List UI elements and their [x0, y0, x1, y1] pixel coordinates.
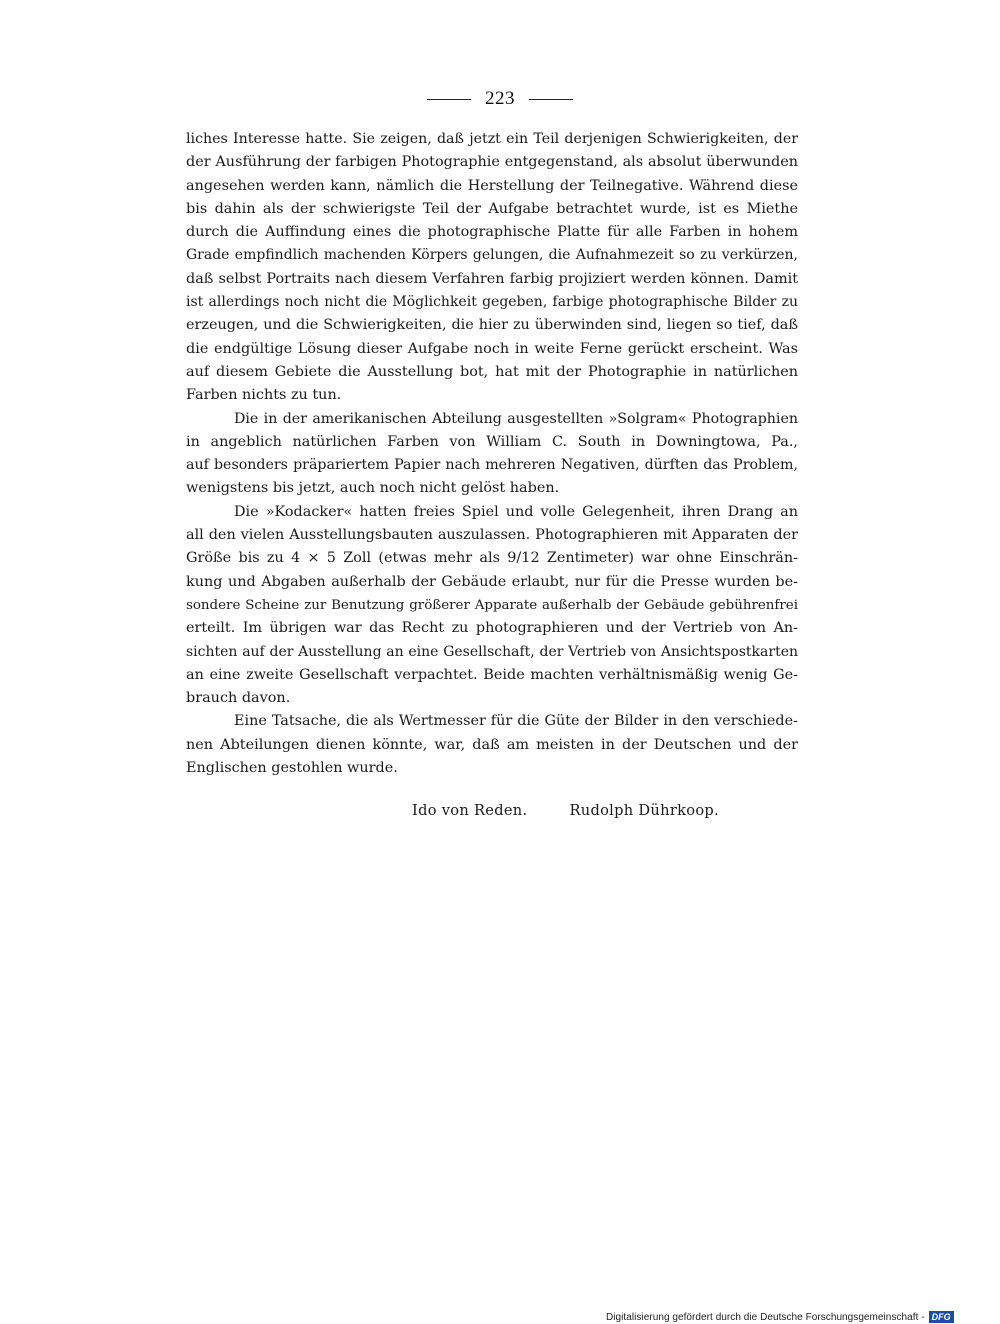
- signature-author-2: Rudolph Dührkoop.: [569, 802, 719, 819]
- text-line: durch die Auffindung eines die photographische Platte für alle Farben in hohem: [186, 224, 798, 241]
- paragraph-3: [186, 501, 798, 711]
- text-line: Die »Kodacker« hatten freies Spiel und volle Gelegenheit, ihren Drang an: [234, 503, 798, 520]
- text-line: liches Interesse hatte. Sie zeigen, daß jetzt ein Teil derjenigen Schwierigkeiten, der: [186, 131, 798, 147]
- text-line: Die in der amerikanischen Abteilung ausgestellten »Solgram« Photographien: [234, 410, 798, 427]
- text-line: an eine zweite Gesellschaft verpachtet. Beide machten verhältnismäßig wenig Ge-: [186, 666, 798, 683]
- signatures: [412, 802, 772, 819]
- signature-author-1: Ido von Reden.: [412, 802, 528, 819]
- text-line: in angeblich natürlichen Farben von William C. South in Downingtowa, Pa.,: [186, 433, 798, 450]
- text-line: angesehen werden kann, nämlich die Herstellung der Teilnegative. Während diese: [186, 177, 798, 194]
- text-line: der Ausführung der farbigen Photographie entgegenstand, als absolut überwunden: [186, 154, 798, 171]
- text-line: Eine Tatsache, die als Wertmesser für die Güte der Bilder in den verschiede-: [234, 713, 798, 730]
- text-line: ist allerdings noch nicht die Möglichkeit gegeben, farbige photographische Bilder zu: [186, 294, 798, 311]
- text-line: erzeugen, und die Schwierigkeiten, die hier zu überwinden sind, liegen so tief, daß: [186, 317, 798, 334]
- paragraph-1: [186, 128, 798, 408]
- text-line: daß selbst Portraits nach diesem Verfahren farbig projiziert werden können. Damit: [186, 270, 798, 287]
- text-line: sichten auf der Ausstellung an eine Gesellschaft, der Vertrieb von Ansichtspostkarten: [186, 643, 798, 660]
- text-line: kung und Abgaben außerhalb der Gebäude erlaubt, nur für die Presse wurden be-: [186, 573, 798, 590]
- paragraph-2: [186, 408, 798, 501]
- footer-credit: Digitalisierung gefördert durch die Deutsche Forschungsgemeinschaft -: [606, 1311, 925, 1323]
- text-line: Englischen gestohlen wurde.: [186, 760, 398, 777]
- text-line: Grade empfindlich machenden Körpers gelungen, die Aufnahmezeit so zu verkürzen,: [186, 247, 798, 264]
- paragraph-4: [186, 710, 798, 780]
- text-line: bis dahin als der schwierigste Teil der Aufgabe betrachtet wurde, ist es Miethe: [186, 200, 798, 217]
- text-line: die endgültige Lösung dieser Aufgabe noch in weite Ferne gerückt erscheint. Was: [186, 340, 798, 357]
- dfg-logo-icon: DFG: [929, 1311, 954, 1323]
- header-rule-left: [427, 99, 471, 100]
- body-text: [186, 128, 798, 780]
- text-line: Größe bis zu 4 × 5 Zoll (etwas mehr als 9/12 Zentimeter) war ohne Einschrän-: [186, 550, 798, 567]
- text-line: auf diesem Gebiete die Ausstellung bot, hat mit der Photographie in natürlichen: [186, 363, 798, 380]
- digitization-footer: [606, 1310, 954, 1324]
- text-line: erteilt. Im übrigen war das Recht zu photographieren und der Vertrieb von An-: [186, 620, 798, 637]
- text-line: auf besonders präpariertem Papier nach mehreren Negativen, dürften das Problem,: [186, 457, 798, 474]
- text-line: Farben nichts zu tun.: [186, 387, 342, 404]
- text-line: wenigstens bis jetzt, auch noch nicht gelöst haben.: [186, 480, 560, 497]
- text-line: brauch davon.: [186, 690, 291, 707]
- text-line: nen Abteilungen dienen könnte, war, daß am meisten in der Deutschen und der: [186, 736, 798, 753]
- text-line: sondere Scheine zur Benutzung größerer Apparate außerhalb der Gebäude gebührenfrei: [186, 597, 798, 613]
- page-number: 223: [485, 88, 515, 109]
- text-line: all den vielen Ausstellungsbauten auszulassen. Photographieren mit Apparaten der: [186, 527, 798, 544]
- page-header: [0, 86, 1000, 112]
- header-rule-right: [529, 99, 573, 100]
